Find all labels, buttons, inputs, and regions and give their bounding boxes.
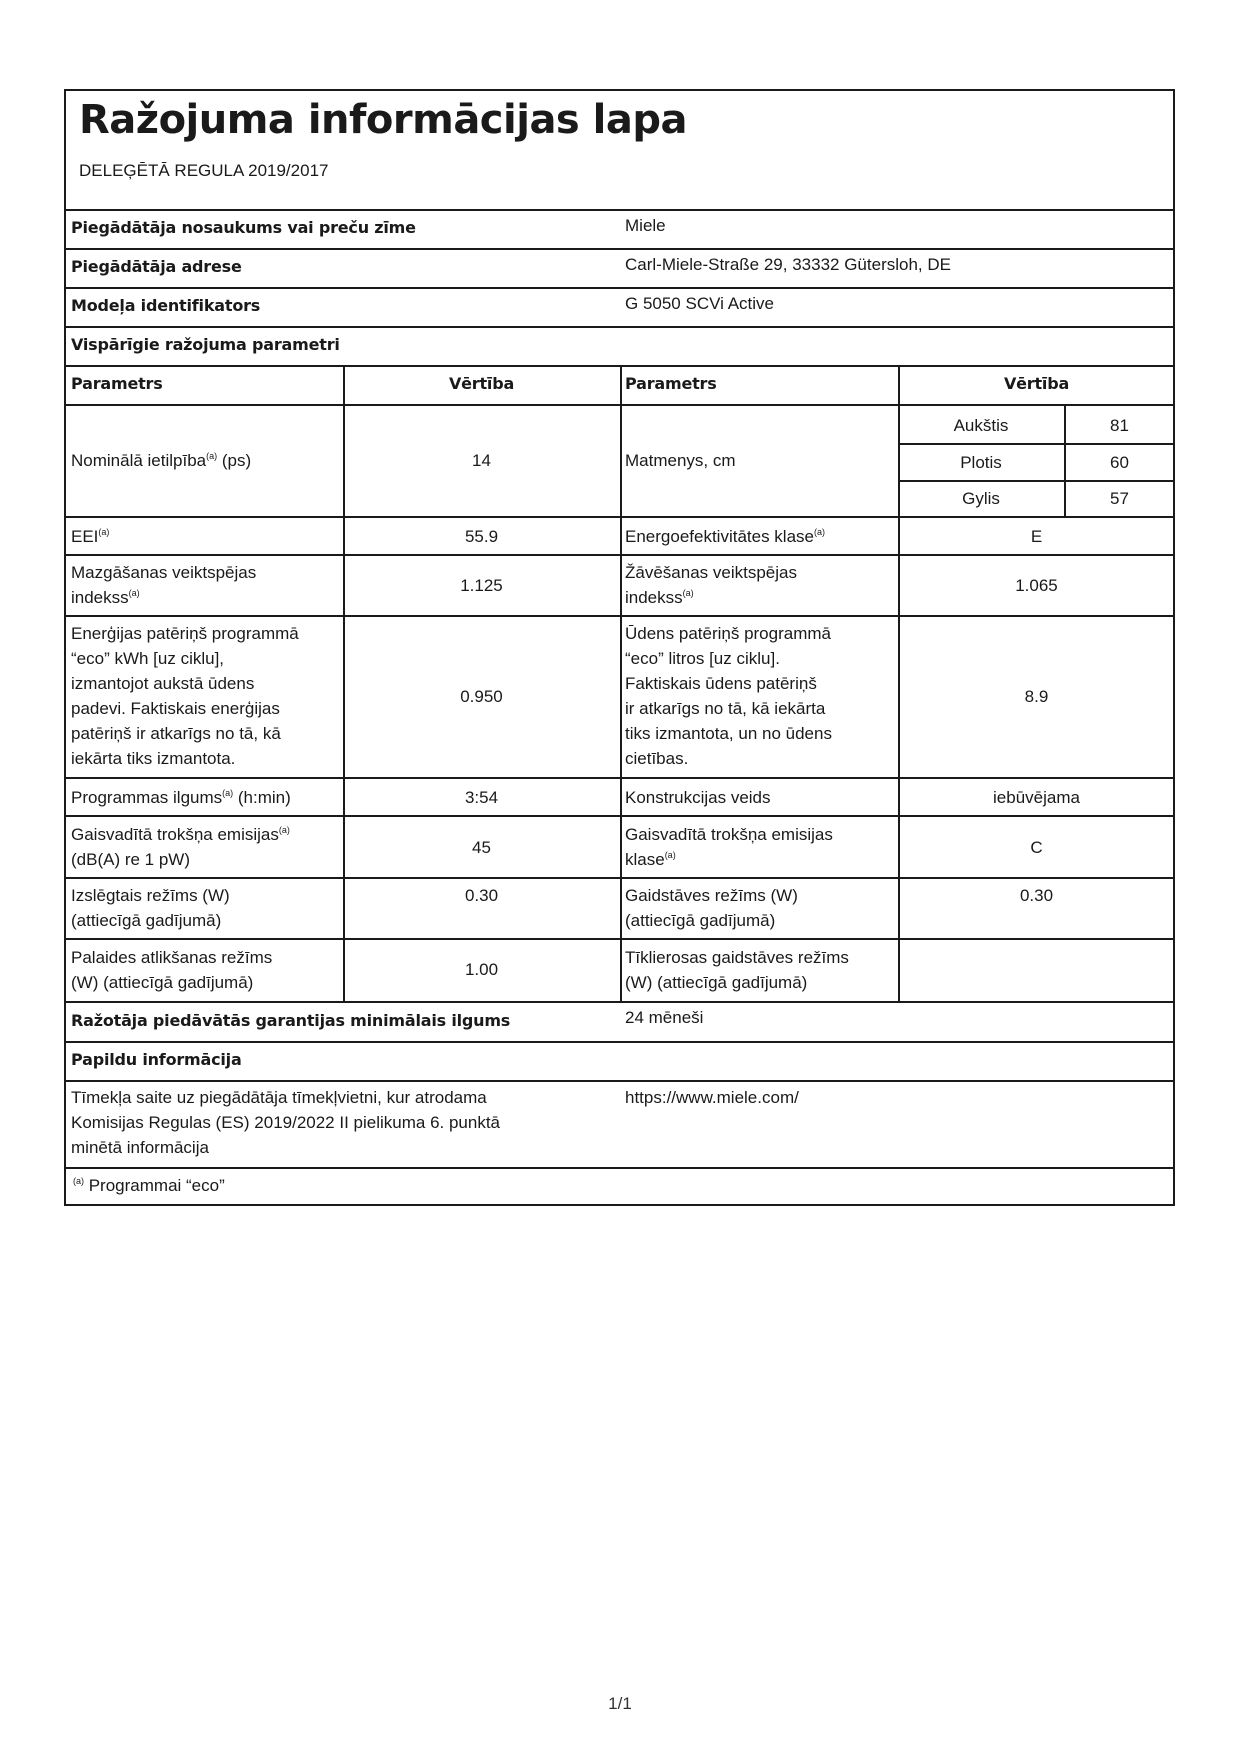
column-header-value-2: Vērtība (1003, 374, 1070, 393)
energy-class-label: Energoefektivitātes klase$^{(a)}$ (625, 527, 825, 546)
drying-index-label: Žāvēšanas veiktspējas indekss$^{(a)}$ (625, 563, 797, 607)
warranty-label: Ražotāja piedāvātās garantijas minimālais ilgums (71, 1011, 511, 1030)
warranty-value: 24 mēneši (625, 1008, 704, 1027)
supplier-name-label: Piegādātāja nosaukums vai preču zīme (71, 218, 416, 237)
energy-class-value: E (1030, 527, 1043, 546)
capacity-value: 14 (472, 451, 491, 470)
general-parameters-heading: Vispārīgie ražojuma parametri (71, 335, 340, 354)
additional-information-heading: Papildu informācija (71, 1050, 242, 1069)
delay-start-label: Palaides atlikšanas režīms (W) (attiecīgā gadījumā) (71, 948, 273, 992)
regulation-reference: DELEĢĒTĀ REGULA 2019/2017 (79, 161, 329, 180)
cleaning-index-value: 1.125 (460, 576, 503, 595)
off-mode-value: 0.30 (464, 886, 499, 905)
capacity-label: Nominālā ietilpība$^{(a)}$ (ps) (71, 451, 252, 470)
depth-label: Gylis (962, 489, 1000, 508)
product-information-sheet (64, 89, 1175, 1206)
divider (898, 443, 1173, 445)
water-consumption-label: Ūdens patēriņš programmā “eco” litros [uz ciklu]. Faktiskais ūdens patēriņš ir atkarīgs no tā, kā iekārta tiks izmantota, un no ūdens cietības. (625, 624, 832, 768)
column-header-parameter-2: Parametrs (625, 374, 717, 393)
delay-start-value: 1.00 (464, 960, 499, 979)
energy-consumption-value: 0.950 (460, 687, 503, 706)
divider (66, 1041, 1173, 1043)
noise-class-label: Gaisvadītā trokšņa emisijas klase$^{(a)}$ (625, 825, 833, 869)
noise-class-value: C (1030, 838, 1043, 857)
divider (66, 209, 1173, 211)
supplier-address-value: Carl-Miele-Straße 29, 33332 Gütersloh, DE (625, 255, 951, 274)
height-value: 81 (1110, 416, 1129, 435)
energy-consumption-label: Enerģijas patēriņš programmā “eco” kWh [uz ciklu], izmantojot aukstā ūdens padevi. Faktiskais enerģijas patēriņš ir atkarīgs no tā, kā iekārta tiks izmantota. (71, 624, 299, 768)
noise-emission-label: Gaisvadītā trokšņa emisijas$^{(a)}$ (dB(A) re 1 pW) (71, 825, 290, 869)
model-identifier-label: Modeļa identifikators (71, 296, 261, 315)
page-title: Ražojuma informācijas lapa (79, 97, 687, 143)
divider (66, 1167, 1173, 1169)
supplier-website-link[interactable]: https://www.miele.com/ (625, 1088, 799, 1107)
supplier-address-label: Piegādātāja adrese (71, 257, 242, 276)
divider (66, 287, 1173, 289)
eei-value: 55.9 (464, 527, 499, 546)
width-label: Plotis (960, 453, 1002, 472)
standby-mode-label: Gaidstāves režīms (W) (attiecīgā gadījumā) (625, 886, 798, 930)
programme-duration-value: 3:54 (464, 788, 499, 807)
column-divider (620, 365, 622, 1001)
page-number: 1/1 (608, 1694, 632, 1713)
model-identifier-value: G 5050 SCVi Active (625, 294, 774, 313)
height-label: Aukštis (953, 416, 1009, 435)
cleaning-index-label: Mazgāšanas veiktspējas indekss$^{(a)}$ (71, 563, 257, 607)
divider (66, 1080, 1173, 1082)
noise-emission-value: 45 (472, 838, 491, 857)
divider (66, 1001, 1173, 1003)
divider (66, 326, 1173, 328)
divider (66, 248, 1173, 250)
eei-label: EEI$^{(a)}$ (71, 527, 110, 546)
programme-duration-label: Programmas ilgums$^{(a)}$ (h:min) (71, 788, 291, 807)
off-mode-label: Izslēgtais režīms (W) (attiecīgā gadījumā) (71, 886, 230, 930)
column-header-value: Vērtība (448, 374, 515, 393)
networked-standby-label: Tīklierosas gaidstāves režīms (W) (attiecīgā gadījumā) (625, 948, 849, 992)
standby-mode-value: 0.30 (1019, 886, 1054, 905)
weblink-label: Tīmekļa saite uz piegādātāja tīmekļvietni, kur atrodama Komisijas Regulas (ES) 2019/2022 II pielikuma 6. punktā minētā informācija (71, 1088, 501, 1157)
column-header-parameter: Parametrs (71, 374, 163, 393)
supplier-name-value: Miele (625, 216, 666, 235)
water-consumption-value: 8.9 (1024, 687, 1049, 706)
width-value: 60 (1110, 453, 1129, 472)
design-type-value: iebūvējama (993, 788, 1080, 807)
divider (898, 480, 1173, 482)
depth-value: 57 (1110, 489, 1129, 508)
design-type-label: Konstrukcijas veids (625, 788, 771, 807)
dimensions-label: Matmenys, cm (625, 451, 736, 470)
drying-index-value: 1.065 (1015, 576, 1058, 595)
footnote: $^{(a)}$ Programmai “eco” (73, 1176, 225, 1195)
